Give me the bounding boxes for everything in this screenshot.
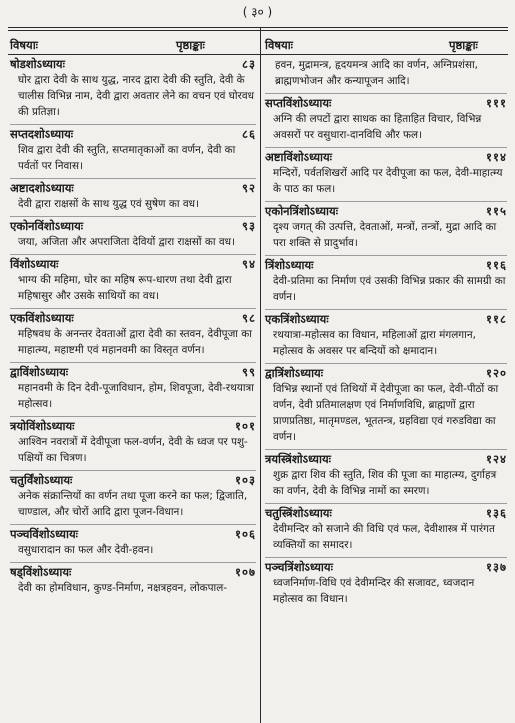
chapter-entry bbox=[265, 258, 507, 308]
chapter-entry bbox=[265, 366, 507, 448]
right-pages-header: पृष्ठाङ्काः bbox=[449, 38, 478, 52]
chapter-entry bbox=[10, 527, 256, 561]
chapter-description: विभिन्न स्थानों एवं तिथियों में देवीपूजा का फल, देवी-पीठों का वर्णन, देवी प्रतिमालक्षण एवं निर्माणविधि, ब्राह्मणों द्वारा प्राणप्रतिष्ठा, मातृमण्डल, भूततन्त्र, ग्रहविद्या एवं गरुडविद्या का वर्णन। bbox=[273, 383, 499, 443]
chapter-title: विंशोऽध्यायः bbox=[10, 257, 59, 271]
chapter-heading bbox=[10, 527, 256, 542]
chapter-entry bbox=[265, 96, 507, 146]
chapter-page-number: १३७ bbox=[486, 560, 507, 574]
chapter-heading bbox=[10, 365, 256, 380]
entry-separator bbox=[10, 254, 256, 255]
chapter-heading bbox=[265, 96, 507, 111]
chapter-entry bbox=[10, 419, 256, 469]
entry-separator bbox=[10, 124, 256, 125]
chapter-heading bbox=[10, 565, 256, 580]
chapter-entry bbox=[10, 57, 256, 123]
chapter-description: शिव द्वारा देवी की स्तुति, सप्तमातृकाओं का वर्णन, देवी का पर्वतों पर निवास। bbox=[18, 144, 236, 172]
page-number: ( ३० ) bbox=[242, 5, 273, 19]
chapter-description: जया, अजिता और अपराजिता देवियों द्वारा राक्षसों का वध। bbox=[18, 236, 235, 248]
header-rule bbox=[8, 54, 508, 55]
chapter-description: अग्नि की लपटों द्वारा साधक का हिताहित विचार, विभिन्न अवसरों पर वसुधारा-दानविधि और फल। bbox=[273, 113, 482, 141]
chapter-title: पञ्चविंशोऽध्यायः bbox=[10, 527, 78, 541]
right-subjects-header: विषयाः bbox=[265, 38, 293, 52]
chapter-page-number: ११५ bbox=[486, 204, 507, 218]
chapter-page-number: ११४ bbox=[486, 150, 507, 164]
chapter-title: षोडशोऽध्यायः bbox=[10, 57, 65, 71]
left-subjects-header: विषयाः bbox=[10, 38, 38, 52]
entry-separator bbox=[265, 255, 507, 256]
chapter-title: द्वाविंशोऽध्यायः bbox=[10, 365, 69, 379]
chapter-entry bbox=[10, 219, 256, 253]
chapter-page-number: १२० bbox=[486, 366, 507, 380]
chapter-entry bbox=[10, 311, 256, 361]
entry-separator bbox=[265, 309, 507, 310]
entry-separator bbox=[265, 557, 507, 558]
chapter-description: अनेक संक्रान्तियों का वर्णन तथा पूजा करने का फल; द्विजाति, चाण्डाल, और चोरों आदि द्वारा पूजन-विधान। bbox=[18, 490, 248, 518]
entry-separator bbox=[10, 416, 256, 417]
chapter-description: देवीमन्दिर को सजाने की विधि एवं फल, देवीशास्त्र में पारंगत व्यक्तियों का समादर। bbox=[273, 523, 495, 551]
chapter-entry bbox=[10, 257, 256, 307]
chapter-description: देवी-प्रतिमा का निर्माण एवं उसकी विभिन्न प्रकार की सामग्री का वर्णन। bbox=[273, 275, 506, 303]
chapter-description: भाग्य की महिमा, घोर का महिष रूप-धारण तथा देवी द्वारा महिषासुर और उसके साथियों का वध। bbox=[18, 274, 232, 302]
entry-separator bbox=[10, 470, 256, 471]
chapter-description: शुक्र द्वारा शिव की स्तुति, शिव की पूजा का माहात्म्य, दुर्गाहत्र का वर्णन, देवी के विभिन्न नामों का स्मरण। bbox=[273, 469, 497, 497]
entry-separator bbox=[265, 503, 507, 504]
chapter-title: सप्तविंशोऽध्यायः bbox=[265, 96, 332, 110]
chapter-entry bbox=[265, 560, 507, 610]
chapter-heading bbox=[10, 473, 256, 488]
chapter-entry bbox=[10, 365, 256, 415]
chapter-description: महानवमी के दिन देवी-पूजाविधान, होम, शिवपूजा, देवी-रथयात्रा महोत्सव। bbox=[18, 382, 254, 410]
entry-separator bbox=[10, 216, 256, 217]
chapter-heading bbox=[10, 127, 256, 142]
chapter-title: त्रिंशोऽध्यायः bbox=[265, 258, 314, 272]
chapter-page-number: ११८ bbox=[486, 312, 507, 326]
entry-separator bbox=[265, 147, 507, 148]
chapter-title: एकत्रिंशोऽध्यायः bbox=[265, 312, 329, 326]
chapter-page-number: ९८ bbox=[242, 311, 256, 325]
chapter-entry bbox=[265, 150, 507, 200]
chapter-title: एकोनविंशोऽध्यायः bbox=[10, 219, 84, 233]
chapter-title: सप्तदशोऽध्यायः bbox=[10, 127, 74, 141]
entry-separator bbox=[265, 201, 507, 202]
entry-separator bbox=[265, 449, 507, 450]
chapter-heading bbox=[10, 311, 256, 326]
chapter-heading bbox=[265, 150, 507, 165]
chapter-entry bbox=[10, 565, 256, 599]
chapter-heading bbox=[265, 204, 507, 219]
chapter-title: एकोनत्रिंशोऽध्यायः bbox=[265, 204, 339, 218]
chapter-entry bbox=[10, 127, 256, 177]
chapter-heading bbox=[10, 181, 256, 196]
chapter-page-number: ९३ bbox=[242, 219, 256, 233]
left-column bbox=[10, 57, 256, 599]
chapter-heading bbox=[265, 452, 507, 467]
continued-entry-body: हवन, मुद्रामन्त्र, हृदयमन्त्र आदि का वर्णन, अग्निप्रशंसा, ब्राह्मणभोजन और कन्यापूजन आदि। bbox=[275, 59, 478, 87]
entry-separator bbox=[10, 178, 256, 179]
entry-separator bbox=[10, 524, 256, 525]
chapter-entry bbox=[10, 473, 256, 523]
entry-separator bbox=[10, 362, 256, 363]
chapter-entry bbox=[10, 181, 256, 215]
entry-separator bbox=[265, 363, 507, 364]
chapter-title: अष्टाविंशोऽध्यायः bbox=[265, 150, 332, 164]
top-rule-inner bbox=[8, 30, 508, 31]
chapter-page-number: १०६ bbox=[235, 527, 256, 541]
chapter-page-number: १३६ bbox=[486, 506, 507, 520]
top-rule bbox=[8, 27, 508, 28]
chapter-heading bbox=[265, 506, 507, 521]
entry-separator bbox=[265, 93, 507, 94]
chapter-heading bbox=[10, 57, 256, 72]
chapter-title: चतुस्त्रिंशोऽध्यायः bbox=[265, 506, 332, 520]
chapter-page-number: १०७ bbox=[235, 565, 256, 579]
chapter-description: आश्विन नवरात्रों में देवीपूजा फल-वर्णन, देवी के ध्वज पर पशु-पक्षियों का चित्रण। bbox=[18, 436, 248, 464]
chapter-page-number: ९२ bbox=[242, 181, 256, 195]
chapter-heading bbox=[265, 366, 507, 381]
column-divider bbox=[260, 27, 261, 723]
chapter-entry bbox=[265, 506, 507, 556]
chapter-heading bbox=[10, 419, 256, 434]
chapter-page-number: १०३ bbox=[235, 473, 256, 487]
chapter-description: दृश्य जगत् की उत्पत्ति, देवताओं, मन्त्रों, तन्त्रों, मुद्रा आदि का परा शक्ति से प्रादुर्भाव। bbox=[273, 221, 497, 249]
chapter-entry bbox=[265, 204, 507, 254]
chapter-entry bbox=[265, 312, 507, 362]
chapter-title: पञ्चत्रिंशोऽध्यायः bbox=[265, 560, 333, 574]
chapter-page-number: १०१ bbox=[235, 419, 256, 433]
right-column bbox=[265, 57, 507, 610]
chapter-description: घोर द्वारा देवी के साथ युद्ध, नारद द्वारा देवी की स्तुति, देवी के चालीस विभिन्न नाम, देवी द्वारा अवतार लेने का वचन एवं घोरवध की प्रतिज्ञा। bbox=[18, 74, 255, 118]
chapter-page-number: ९९ bbox=[242, 365, 256, 379]
chapter-title: षड्विंशोऽध्यायः bbox=[10, 565, 72, 579]
chapter-page-number: ९४ bbox=[242, 257, 256, 271]
chapter-heading bbox=[10, 257, 256, 272]
chapter-page-number: ८६ bbox=[242, 127, 256, 141]
chapter-entry bbox=[265, 452, 507, 502]
chapter-title: त्रयोविंशोऽध्यायः bbox=[10, 419, 75, 433]
entry-separator bbox=[10, 562, 256, 563]
chapter-description: रथयात्रा-महोत्सव का विधान, महिलाओं द्वारा मंगलगान, महोत्सव के अवसर पर बन्दियों को क्षमादान। bbox=[273, 329, 476, 357]
chapter-heading bbox=[265, 258, 507, 273]
chapter-title: एकविंशोऽध्यायः bbox=[10, 311, 74, 325]
chapter-page-number: १२४ bbox=[486, 452, 507, 466]
chapter-page-number: ८३ bbox=[242, 57, 256, 71]
chapter-heading bbox=[10, 219, 256, 234]
chapter-page-number: १११ bbox=[486, 96, 507, 110]
chapter-page-number: ११६ bbox=[486, 258, 507, 272]
chapter-description: देवी का होमविधान, कुण्ड-निर्माण, नक्षत्रहवन, लोकपाल- bbox=[18, 582, 228, 594]
left-pages-header: पृष्ठाङ्काः bbox=[176, 38, 205, 52]
entry-separator bbox=[10, 308, 256, 309]
chapter-title: त्रयस्त्रिंशोऽध्यायः bbox=[265, 452, 331, 466]
chapter-description: ध्वजनिर्माण-विधि एवं देवीमन्दिर की सजावट, ध्वजदान महोत्सव का विधान। bbox=[273, 577, 475, 605]
chapter-heading bbox=[265, 312, 507, 327]
chapter-description: देवी द्वारा राक्षसों के साथ युद्ध एवं सुषेण का वध। bbox=[18, 198, 199, 210]
chapter-title: अष्टादशोऽध्यायः bbox=[10, 181, 74, 195]
chapter-description: वसुधारादान का फल और देवी-हवन। bbox=[18, 544, 154, 556]
chapter-description: महिषवध के अनन्तर देवताओं द्वारा देवी का स्तवन, देवीपूजा का माहात्म्य, महाष्टमी एवं महानवमी का विस्तृत वर्णन। bbox=[18, 328, 252, 356]
chapter-title: चतुर्विंशोऽध्यायः bbox=[10, 473, 73, 487]
chapter-title: द्वात्रिंशोऽध्यायः bbox=[265, 366, 324, 380]
chapter-heading bbox=[265, 560, 507, 575]
chapter-description: मन्दिरों, पर्वतशिखरों आदि पर देवीपूजा का फल, देवी-माहात्म्य के पाठ का फल। bbox=[273, 167, 503, 195]
